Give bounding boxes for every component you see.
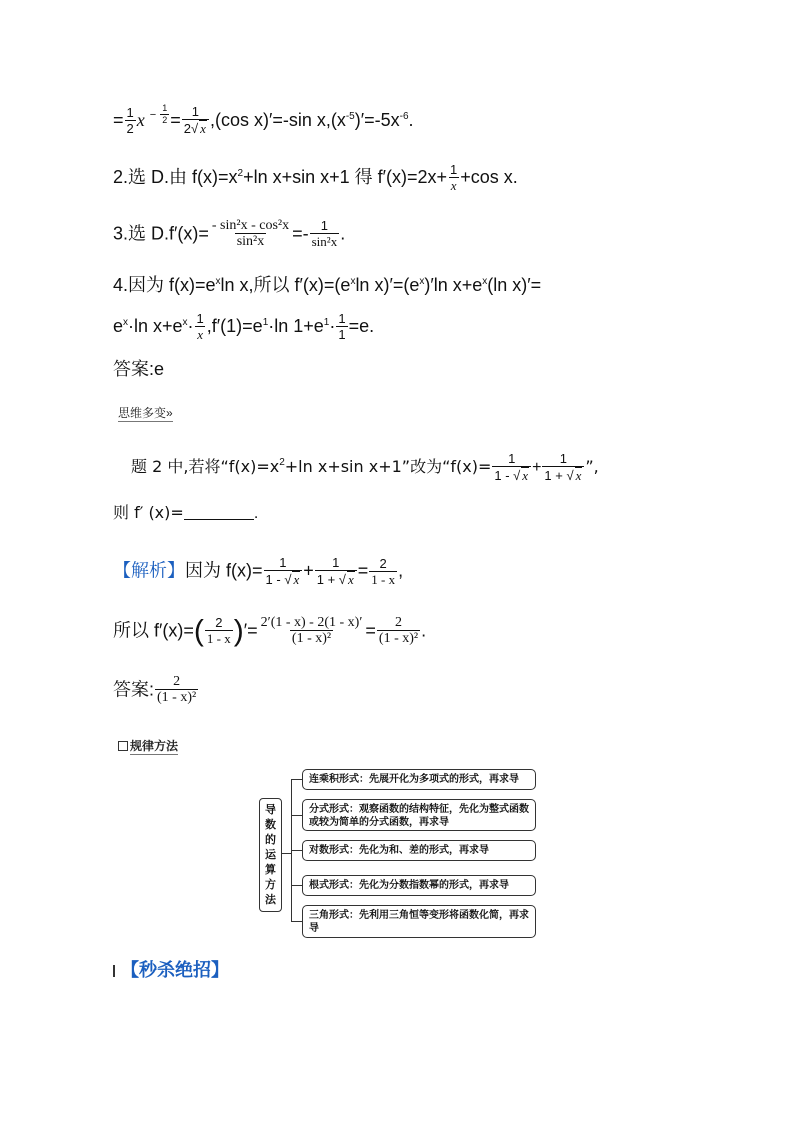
fraction-b: $\frac{1}{1 + √ x}$ [315,556,357,588]
method-logarithm: 对数形式：先化为和、差的形式，再求导 [302,840,536,861]
fraction-one-over-x: $\frac{1}{x}$ [450,162,458,194]
fraction-one-over-x: $\frac{1}{x}$ [196,311,204,343]
fraction-csc: $\frac{1}{\text{sin²x}}$ [311,218,338,250]
answer-2: 答案: $\frac{2}{\text{(1 - x)²}}$ [113,674,197,706]
fill-blank-line: 则 f′ (x)= . [113,503,259,522]
method-trig: 三角形式：先利用三角恒等变形将函数化简，再求导 [302,905,536,938]
fraction-trig: $\frac{\text{- sin²x - cos²x}}{\text{sin²x}}$ [211,218,290,250]
variable-x: x [136,109,145,130]
fraction-a: $\frac{1}{1 - √ x}$ [264,556,303,588]
fraction-a: $\frac{1}{1 - √ x}$ [492,452,531,484]
derivation-line-3: 3.选 D.f′(x)= $\frac{\text{- sin²x - cos²x}}{\text{sin²x}}$ =- $\frac{1}{\text{sin²x}}$ . [113,218,346,250]
connector [291,885,302,886]
derivation-line-4: 4.因为 $f(x)=e^x\ln$ x,所以 $f'(x)=(e^x\ln$ $x)'=(e^x)'\ln$ $x+e^x(\ln$ x)′= [113,275,542,295]
method-fraction: 分式形式：观察函数的结构特征，先化为整式函数或较为简单的分式函数，再求导 [302,799,536,831]
derivation-line-5: $e^x\cdot\ln$ $x+e^x\cdot$ $\frac{1}{x}$ $,f'(1)=e^1\cdot\ln$ $1+e^1\cdot$ $\frac{1}{1}$ =e. [113,311,375,343]
method-diagram [257,768,547,943]
answer-1: 答案:e [113,359,165,379]
connector [291,850,302,851]
method-radical: 根式形式：先化为分数指数幂的形式，再求导 [302,875,536,896]
derivation-line-2: 2.选 D.由 $f(x)=x^2+\ln$ x+sin x+1 得 f′(x)=2x+ $\frac{1}{x}$ +cos x. [113,162,518,194]
notebook-icon [118,741,128,751]
fraction-one-over-one: $\frac{1}{1}$ [338,311,346,343]
fraction-result: $\frac{2}{\text{(1 - x)²}}$ [378,615,419,647]
variation-question: 题 2 中,若将“$f(x)=x^2+\ln$ x+sin x+1”改为“f(x)= $\frac{1}{1 - √ x}$ + $\frac{1}{1 + √ x}$ ”, [131,451,599,484]
fraction-combined: $\frac{2}{1 - x}$ [371,555,396,587]
fraction-inv-sqrt: $\frac{1}{2√ x}$ [182,105,209,137]
connector [291,921,302,922]
fraction-b: $\frac{1}{1 + √ x}$ [542,452,584,484]
equals-sign: = [113,109,124,130]
section-tag-variation: 思维多变» [118,406,173,420]
connector [291,779,302,780]
quick-tricks-title: 秒杀绝招 [139,960,211,980]
connector [291,815,302,816]
analysis-line: 【解析】因为 f(x)= $\frac{1}{1 - √ x}$ + $\frac{1}{1 + √ x}$ = $\frac{2}{1 - x}$ , [113,555,404,588]
section-quick-tricks: 【秒杀绝招】 [113,961,229,979]
method-product: 连乘积形式：先展开化为多项式的形式，再求导 [302,769,536,790]
fraction-inner: $\frac{2}{1 - x}$ [206,615,231,647]
answer-fraction: $\frac{2}{\text{(1 - x)²}}$ [157,674,197,706]
exponent: − 1 2 [149,103,168,125]
fraction-half: $\frac{1}{2}$ [126,104,134,136]
analysis-bracket: 【解析】 [113,560,185,581]
section-tag-rules: 规律方法 [118,737,178,754]
answer-blank[interactable] [184,505,254,520]
fraction-quotient-rule: $\frac{2'(1 - x) - 2(1 - x)'}{\text{(1 - x)²}}$ [260,615,363,647]
quotient-rule-line: 所以 f′(x)=( $\frac{2}{1 - x}$ )′= $\frac{2'(1 - x) - 2(1 - x)'}{\text{(1 - x)²}}$ = $\frac{2}{\text{(1 - x)²}}$ . [113,614,427,648]
diagram-center-box: 导 数 的 运 算 方 法 [259,798,282,912]
derivation-line-1: = $\frac{1}{2}$ x $^{- \frac{1}{2}}$ = $\frac{1}{2√ x}$ ,(cos x)′=-sin $x,(x^{-5})'=-5x^{-6}$. [113,103,414,137]
connector [281,853,291,854]
